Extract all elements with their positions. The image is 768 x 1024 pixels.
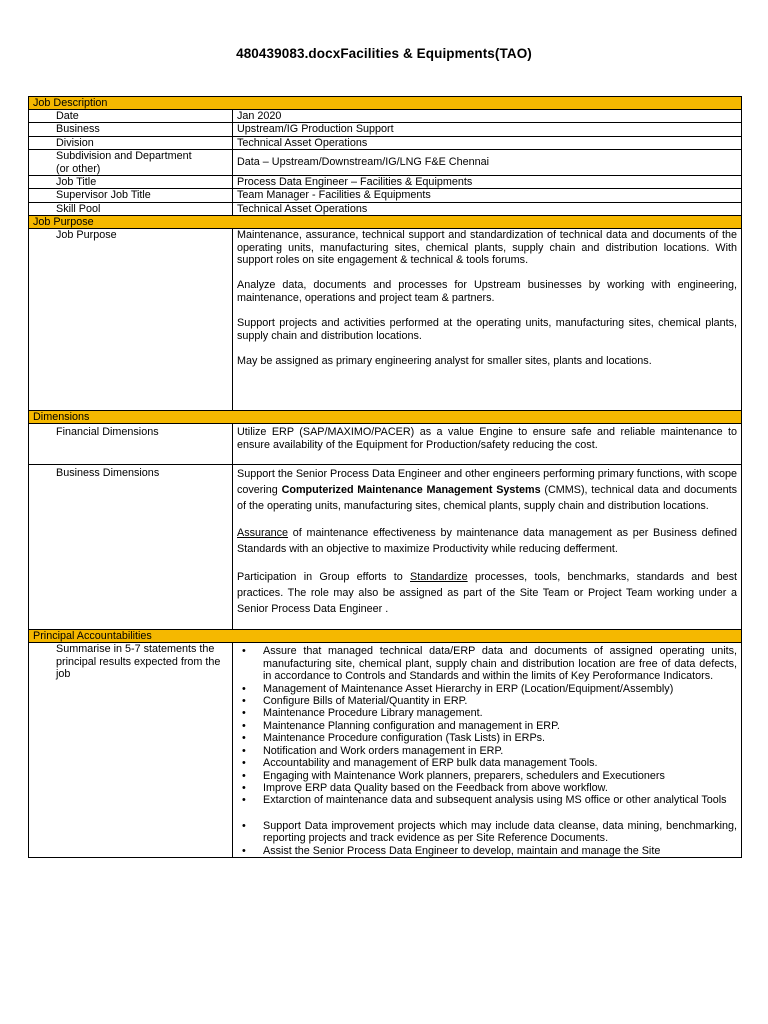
table-row-business — [29, 123, 742, 136]
underlined-term: Standardize — [410, 571, 468, 584]
text-run: (CMMS), technical data and documents of the operating units, manufacturing sites, chemical plants, supply chain and distribution locations. — [237, 483, 737, 512]
row-value: Data – Upstream/Downstream/IG/LNG F&E Chennai — [233, 150, 742, 176]
list-item — [237, 745, 737, 757]
row-label: Skill Pool — [29, 202, 233, 215]
row-label: Job Purpose — [29, 229, 233, 411]
section-title: Job Description — [29, 97, 742, 110]
paragraph — [237, 526, 737, 558]
row-label-line-2: (or other) — [56, 162, 101, 175]
paragraph: Maintenance, assurance, technical support and standardization of technical data and documents of the operating units, manufacturing sites, chemical plants, supply chain and distribution locations. With support roles on site engagement & technical & tools forums. — [237, 229, 738, 267]
bullet-icon: • — [242, 645, 246, 658]
bullet-icon: • — [242, 682, 246, 695]
bullet-icon: • — [242, 695, 246, 708]
table-row-accountabilities — [29, 643, 742, 858]
section-title: Principal Accountabilities — [29, 630, 742, 643]
table-row-division — [29, 136, 742, 149]
accountabilities-list — [237, 645, 737, 857]
business-dimensions-text — [233, 465, 742, 630]
list-item-text: Maintenance Procedure Library management. — [263, 707, 483, 720]
row-value: Jan 2020 — [233, 110, 742, 123]
bullet-icon: • — [242, 819, 246, 832]
table-row-supervisor — [29, 189, 742, 202]
text-run: Participation in Group efforts to — [237, 571, 411, 584]
list-item-text: Assure that managed technical data/ERP data and documents of assigned operating units, manufacturing site, chemical plant, supply chain and distribution location are free of data defects, in accordance to Controls and Standards and within the limits of Key Peroformance Indicators. — [263, 645, 738, 683]
row-value: Team Manager - Facilities & Equipments — [233, 189, 742, 202]
row-label: Supervisor Job Title — [29, 189, 233, 202]
table-row-financial-dimensions — [29, 424, 742, 465]
list-item — [237, 794, 737, 806]
paragraph: Analyze data, documents and processes for Upstream businesses by working with engineering, maintenance, operations and project team & partners. — [237, 279, 738, 304]
financial-dimensions-text: Utilize ERP (SAP/MAXIMO/PACER) as a value Engine to ensure safe and reliable maintenance to ensure availability of the Equipment for Production/safety reducing the cost. — [233, 424, 742, 465]
underlined-term: Assurance — [237, 527, 289, 540]
bullet-icon: • — [242, 719, 246, 732]
bullet-icon: • — [242, 781, 246, 794]
job-description-table — [28, 96, 742, 858]
list-item-text: Accountability and management of ERP bulk data management Tools. — [263, 757, 598, 770]
table-row-business-dimensions — [29, 465, 742, 630]
list-item — [237, 757, 737, 769]
section-title: Dimensions — [29, 411, 742, 424]
list-item-text: Support Data improvement projects which may include data cleanse, data mining, benchmarking, reporting projects and track evidence as per Site Reference Documents. — [263, 819, 738, 845]
row-value: Upstream/IG Production Support — [233, 123, 742, 136]
row-label: Division — [29, 136, 233, 149]
accountabilities-list-cell — [233, 643, 742, 858]
row-label: Date — [29, 110, 233, 123]
document-title: 480439083.docxFacilities & Equipments(TAO) — [236, 46, 532, 61]
job-purpose-text — [233, 229, 742, 411]
row-value: Technical Asset Operations — [233, 202, 742, 215]
bold-term: Computerized Maintenance Management Systems — [281, 483, 541, 496]
list-item-text: Configure Bills of Material/Quantity in ERP. — [263, 695, 468, 708]
list-item — [237, 845, 737, 857]
row-label-line-1: Subdivision and Department — [56, 150, 192, 163]
bullet-icon: • — [242, 794, 246, 807]
list-item — [237, 695, 737, 707]
table-row-job-purpose — [29, 229, 742, 411]
table-row-job-title — [29, 176, 742, 189]
row-value: Process Data Engineer – Facilities & Equipments — [233, 176, 742, 189]
paragraph: Support projects and activities performed at the operating units, manufacturing sites, chemical plants, supply chain and distribution locations. — [237, 317, 738, 342]
list-item-text: Engaging with Maintenance Work planners, preparers, schedulers and Executioners — [263, 769, 665, 782]
bullet-icon: • — [242, 844, 246, 857]
list-item-text: Notification and Work orders management in ERP. — [263, 744, 504, 757]
section-header-job-purpose — [29, 216, 742, 229]
bullet-icon: • — [242, 707, 246, 720]
list-item — [237, 732, 737, 744]
bullet-icon: • — [242, 769, 246, 782]
bullet-icon: • — [242, 757, 246, 770]
list-item-text: Extarction of maintenance data and subsequent analysis using MS office or other analytical Tools — [263, 794, 727, 807]
row-label: Business — [29, 123, 233, 136]
row-label: Summarise in 5-7 statements the principal results expected from the job — [29, 643, 233, 858]
table-row-date — [29, 110, 742, 123]
list-item-text: Maintenance Planning configuration and management in ERP. — [263, 719, 560, 732]
list-item-text: Management of Maintenance Asset Hierarchy in ERP (Location/Equipment/Assembly) — [263, 682, 674, 695]
paragraph: May be assigned as primary engineering analyst for smaller sites, plants and locations. — [237, 355, 652, 368]
text-run: processes, tools, benchmarks, standards and best practices. The role may also be assigned as part of the Site Team or Project Team working under a Senior Process Data Engineer . — [237, 571, 738, 615]
row-label: Job Title — [29, 176, 233, 189]
paragraph — [237, 467, 737, 514]
list-item-text: Assist the Senior Process Data Engineer to develop, maintain and manage the Site — [263, 844, 661, 857]
list-item-text: Maintenance Procedure configuration (Task Lists) in ERPs. — [263, 732, 546, 745]
row-label: Financial Dimensions — [29, 424, 233, 465]
text-run: Support the Senior Process Data Engineer and other engineers performing primary functions, with scope covering — [237, 468, 738, 496]
bullet-icon: • — [242, 732, 246, 745]
table-row-subdivision — [29, 150, 742, 176]
list-item — [237, 782, 737, 794]
section-header-dimensions — [29, 411, 742, 424]
row-label: Business Dimensions — [29, 465, 233, 630]
list-item — [237, 770, 737, 782]
row-value: Technical Asset Operations — [233, 136, 742, 149]
list-item — [237, 720, 737, 732]
section-header-principal-accountabilities — [29, 630, 742, 643]
text-run: of maintenance effectiveness by maintenance data management as per Business defined Standards with an objective to maximize Productivity while reducing defferment. — [237, 527, 738, 556]
list-item — [237, 683, 737, 695]
table-row-skill-pool — [29, 202, 742, 215]
section-title: Job Purpose — [29, 216, 742, 229]
row-label — [29, 150, 233, 176]
list-item — [237, 707, 737, 719]
paragraph — [237, 570, 737, 617]
section-header-job-description — [29, 97, 742, 110]
list-item — [237, 645, 737, 682]
bullet-icon: • — [242, 744, 246, 757]
list-item-text: Improve ERP data Quality based on the Feedback from above workflow. — [263, 781, 608, 794]
list-item — [237, 820, 737, 845]
